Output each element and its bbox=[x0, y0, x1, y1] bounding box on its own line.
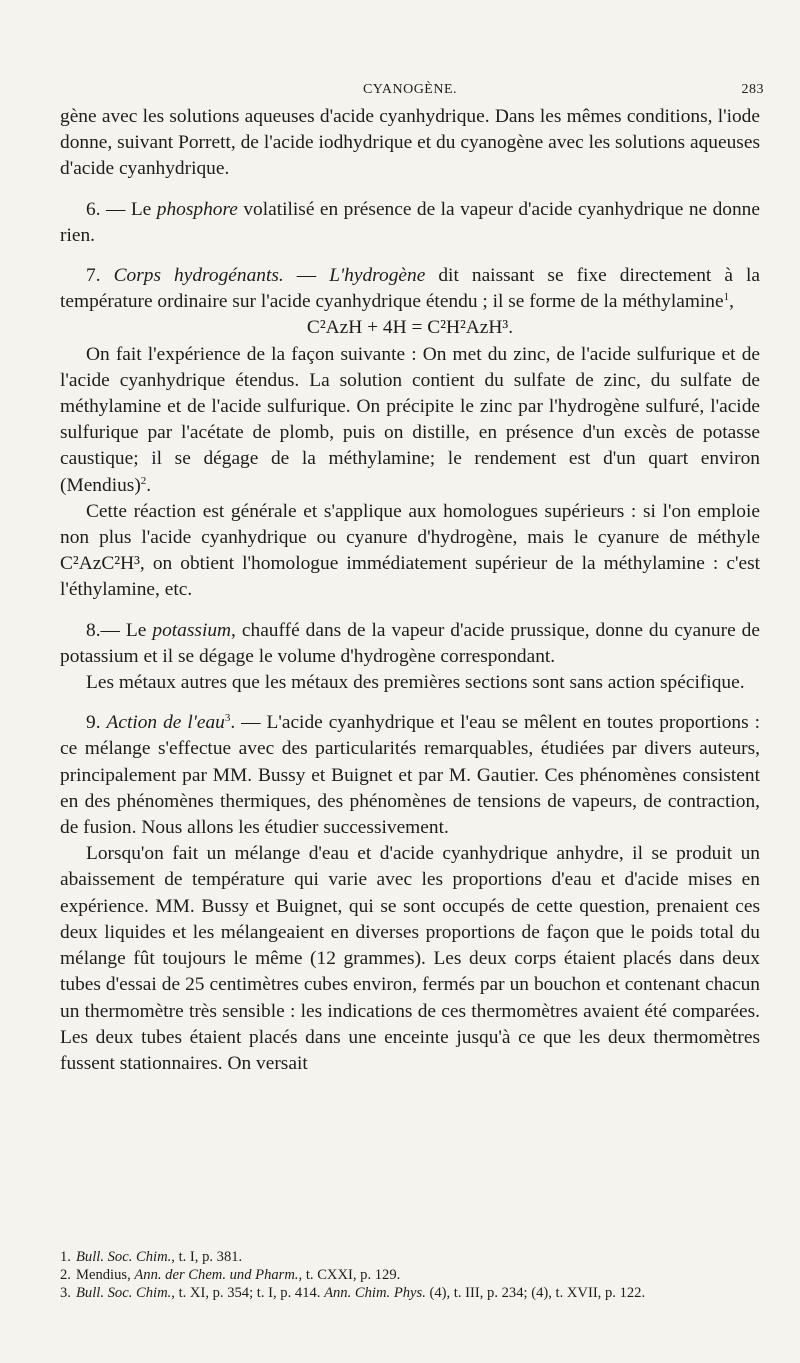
page-number: 283 bbox=[741, 82, 764, 97]
section-7 bbox=[60, 263, 760, 315]
paragraph-experiment-text: On fait l'expérience de la façon suivante : On met du zinc, de l'acide sulfurique et de l'acide cyanhydrique étendus. La solution contient du sulfate de zinc, du sulfate de méthylamine et de l'acide sulfurique. On précipite le zinc par l'hydrogène sulfuré, l'acide sulfurique par l'acétate de plomb, puis on distille, en présence d'un excès de potasse caustique; il se dégage de la méthylamine; le rendement est d'un quart environ (Mendius) bbox=[60, 343, 760, 496]
section-7-after: , bbox=[729, 291, 734, 313]
paragraph-continuation: gène avec les solutions aqueuses d'acide cyanhydrique. Dans les mêmes conditions, l'iode donne, suivant Porrett, de l'acide iodhydrique et du cyanogène avec les solutions aqueuses d'acide cyanhydrique. bbox=[60, 106, 760, 180]
paragraph-experiment bbox=[60, 342, 760, 499]
section-7-dash: — bbox=[283, 265, 330, 287]
chemical-formula: C²AzH + 4H = C²H²AzH³. bbox=[306, 317, 514, 339]
section-8-text: , chauffé dans de la vapeur d'acide prussique, donne du cyanure de potassium et il se dégage le volume d'hydrogène correspondant. bbox=[60, 619, 760, 667]
section-6 bbox=[60, 197, 760, 249]
footnote-ref-1: 1 bbox=[723, 291, 730, 304]
section-6-number: 6. — Le bbox=[86, 198, 157, 220]
section-9-number: 9. bbox=[86, 712, 107, 734]
footnote-1: 1. Bull. Soc. Chim., t. I, p. 381. bbox=[60, 1249, 243, 1265]
footnote-ref-2: 2 bbox=[140, 474, 147, 487]
section-7-text: dit naissant se fixe directement à la température ordinaire sur l'acide cyanhydrique étendu ; il se forme de la méthylamine bbox=[60, 265, 761, 313]
footnotes bbox=[60, 1248, 760, 1302]
paragraph-generalization: Cette réaction est générale et s'applique aux homologues supérieurs : si l'on emploie non plus l'acide cyanhydrique ou cyanure d'hydrogène, mais le cyanure de méthyle C²AzC²H³, on obtient l'homologue immédiatement supérieur de la méthylamine : c'est l'éthylamine, etc. bbox=[60, 500, 760, 601]
footnote-3: 3. Bull. Soc. Chim., t. XI, p. 354; t. I, p. 414. Ann. Chim. Phys. (4), t. III, p. 234; (4), t. XVII, p. 122. bbox=[60, 1285, 646, 1301]
body-text bbox=[60, 104, 760, 1077]
section-8 bbox=[60, 618, 760, 670]
section-7-term: L'hydrogène bbox=[329, 265, 426, 287]
section-6-text: volatilisé en présence de la vapeur d'acide cyanhydrique ne donne rien. bbox=[60, 198, 760, 246]
section-8-number: 8.— Le bbox=[86, 619, 153, 641]
section-9 bbox=[60, 710, 760, 841]
page bbox=[60, 76, 764, 1077]
section-8-term: potassium bbox=[152, 619, 232, 641]
paragraph-experiment-after: . bbox=[146, 474, 152, 496]
section-9-title: Action de l'eau bbox=[106, 712, 225, 734]
section-6-term: phosphore bbox=[156, 198, 238, 220]
section-7-number: 7. bbox=[86, 265, 114, 287]
paragraph-mixture: Lorsqu'on fait un mélange d'eau et d'acide cyanhydrique anhydre, il se produit un abaissement de température qui varie avec les proportions d'eau et d'acide mises en expérience. MM. Bussy et Buignet, qui se sont occupés de cette question, prenaient ces deux liquides et les mélangeaient en diverses proportions de façon que le poids total du mélange fût toujours le même (12 grammes). Les deux corps étaient placés dans deux tubes d'essai de 25 centimètres cubes environ, fermés par un bouchon et contenant chacun un thermomètre très sensible : les indications de ces thermomètres avaient été comparées. Les deux tubes étaient placés dans une enceinte jusqu'à ce que les deux thermomètres fussent stationnaires. On versait bbox=[60, 843, 760, 1074]
running-header bbox=[60, 76, 764, 104]
footnote-2: 2. Mendius, Ann. der Chem. und Pharm., t. CXXI, p. 129. bbox=[60, 1267, 401, 1283]
section-7-title: Corps hydrogénants. bbox=[113, 265, 284, 287]
section-9-text: . — L'acide cyanhydrique et l'eau se mêlent en toutes proportions : ce mélange s'effectue avec des particularités remarquables, étudiées par divers auteurs, principalement par MM. Bussy et Buignet et par M. Gautier. Ces phénomènes consistent en des phénomènes thermiques, des phénomènes de tensions de vapeurs, de contraction, de fusion. Nous allons les étudier successivement. bbox=[60, 712, 760, 839]
paragraph-metals: Les métaux autres que les métaux des premières sections sont sans action spécifique. bbox=[86, 672, 745, 694]
footnote-ref-3: 3 bbox=[224, 712, 231, 725]
running-title: CYANOGÈNE. bbox=[362, 82, 458, 97]
